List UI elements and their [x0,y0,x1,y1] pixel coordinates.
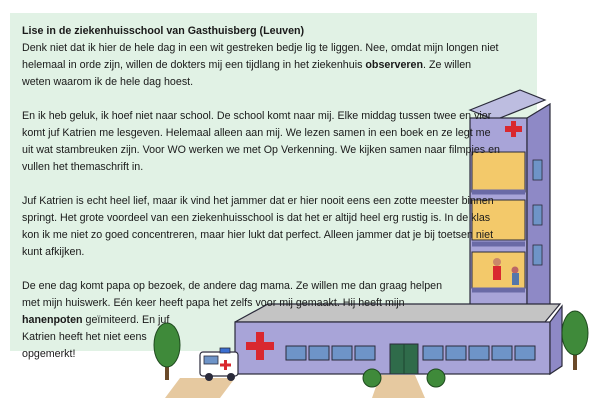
story-text [22,23,502,380]
tree-icon [562,311,588,370]
keyword-hanenpoten: hanenpoten [22,314,83,326]
keyword-observeren: observeren [365,59,424,71]
driveway [165,378,235,398]
paragraph-1: Denk niet dat ik hier de hele dag in een wit gestreken bedje lig te liggen. Nee, omdat mijn longen niet helemaal in orde zijn, willen de dokters mij een tijdlang in het ziekenhuis observeren. Ze willen weten waarom ik de hele dag hoest. [22,42,499,88]
paragraph-3: Juf Katrien is echt heel lief, maar ik vind het jammer dat er hier nooit eens een zotte meester binnen springt. Het grote voordeel van een ziekenhuisschool is dat het er altijd heel erg rustig is. In de klas kon ik me niet zo goed concentreren, maar hier lukt dat perfect. Alleen jammer dat je bij toetsen niet kunt afkijken. [22,195,494,258]
paragraph-4: De ene dag komt papa op bezoek, de andere dag mama. Ze willen me dan graag helpen met mijn huiswerk. Eén keer heeft papa het zelfs voor mij gemaakt. Hij heeft mijn hanenpoten geïmiteerd. En juf Katrien heeft het niet eens opgemerkt! [22,280,443,360]
paragraph-2: En ik heb geluk, ik hoef niet naar school. De school komt naar mij. Elke middag tussen twee en vier komt juf Katrien me lesgeven. Helemaal alleen aan mij. We lezen samen in een boek en ze legt me uit wat stambreuken zijn. Voor WO werken we met Op Verkenning. We kijken samen naar filmpjes en vullen het themaschrift in. [22,110,500,173]
page-title: Lise in de ziekenhuisschool van Gasthuisberg (Leuven) [22,25,305,37]
